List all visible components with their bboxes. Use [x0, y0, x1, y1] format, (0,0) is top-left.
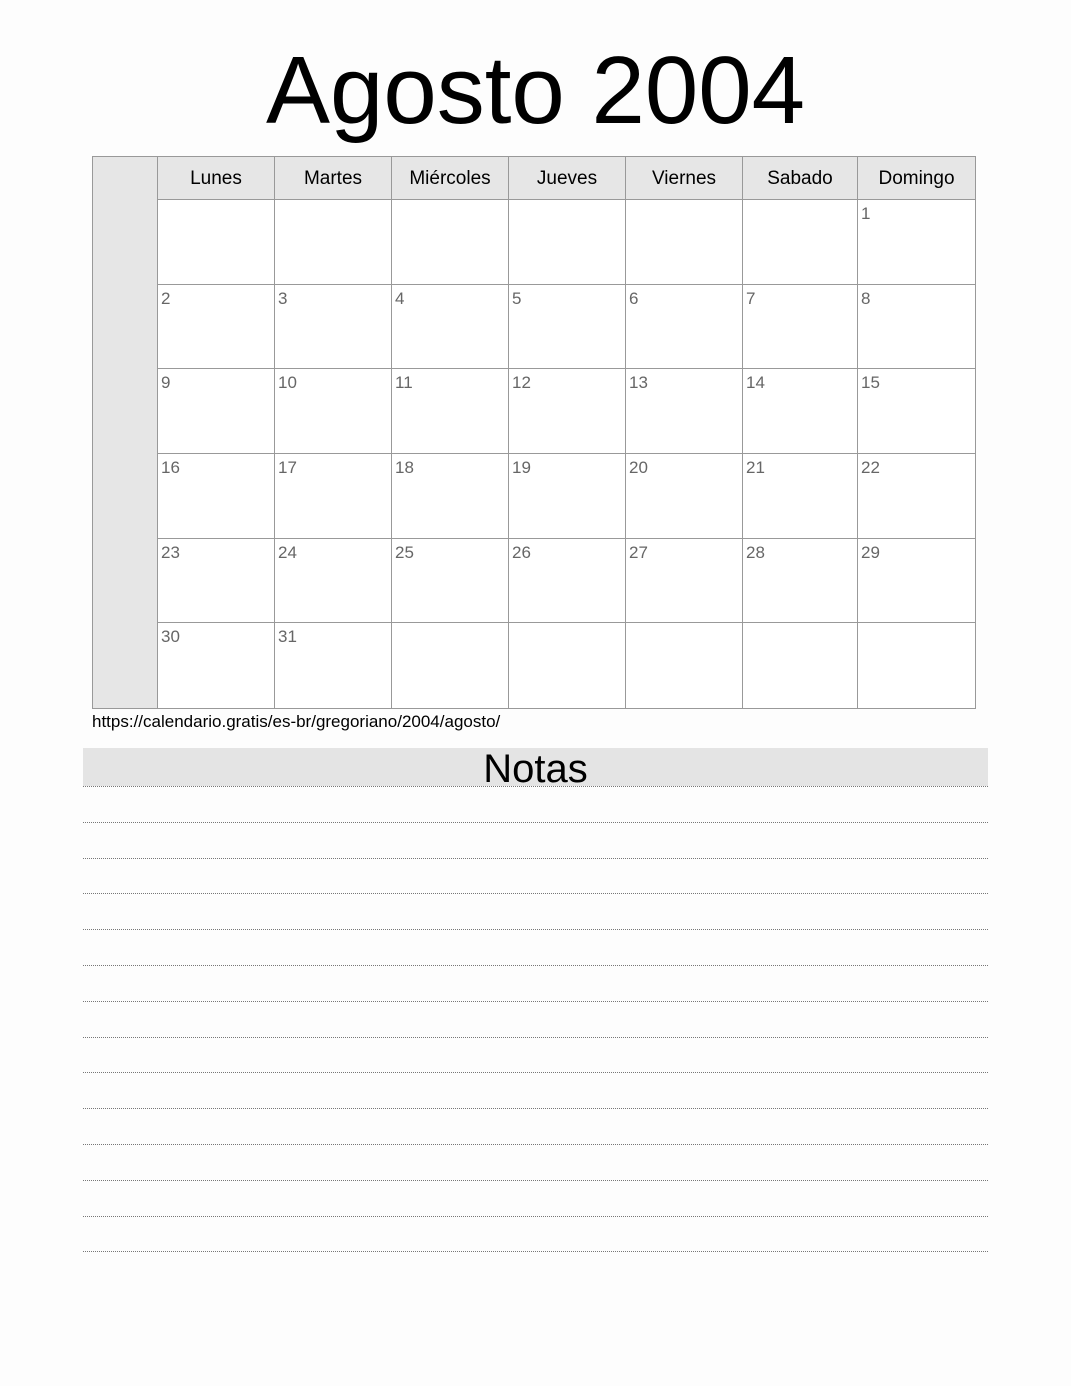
- day-cell: [158, 200, 275, 285]
- note-line: [83, 929, 988, 965]
- weekday-header: Lunes: [158, 157, 275, 200]
- day-cell: 21: [743, 454, 858, 539]
- day-cell: 20: [626, 454, 743, 539]
- day-cell: 5: [509, 285, 626, 370]
- note-line: [83, 1072, 988, 1108]
- weekday-header: Viernes: [626, 157, 743, 200]
- weekday-header: Martes: [275, 157, 392, 200]
- note-line: [83, 858, 988, 894]
- day-cell: 23: [158, 539, 275, 624]
- note-line: [83, 1108, 988, 1144]
- day-cell: 2: [158, 285, 275, 370]
- note-line: [83, 965, 988, 1001]
- day-cell: 31: [275, 623, 392, 708]
- week-number-column: [93, 157, 158, 708]
- day-cell: 10: [275, 369, 392, 454]
- note-line: [83, 822, 988, 858]
- day-cell: [743, 623, 858, 708]
- day-cell: 25: [392, 539, 509, 624]
- source-url: https://calendario.gratis/es-br/gregoriano/2004/agosto/: [92, 712, 501, 731]
- calendar-grid: [158, 157, 975, 708]
- day-cell: 15: [858, 369, 975, 454]
- day-cell: 17: [275, 454, 392, 539]
- note-line: [83, 786, 988, 822]
- day-cell: [743, 200, 858, 285]
- day-cell: 27: [626, 539, 743, 624]
- day-cell: 12: [509, 369, 626, 454]
- day-cell: [509, 623, 626, 708]
- day-cell: 22: [858, 454, 975, 539]
- day-cell: 29: [858, 539, 975, 624]
- weekday-header: Jueves: [509, 157, 626, 200]
- day-cell: [275, 200, 392, 285]
- day-cell: [626, 200, 743, 285]
- note-line: [83, 1144, 988, 1180]
- weekday-header: Sabado: [743, 157, 858, 200]
- note-line: [83, 893, 988, 929]
- notes-lines: [83, 786, 988, 1252]
- day-cell: 7: [743, 285, 858, 370]
- note-line: [83, 1001, 988, 1037]
- note-line: [83, 1037, 988, 1073]
- day-cell: 8: [858, 285, 975, 370]
- day-cell: [392, 623, 509, 708]
- day-cell: 26: [509, 539, 626, 624]
- day-cell: 11: [392, 369, 509, 454]
- weekday-header: Domingo: [858, 157, 975, 200]
- day-cell: [509, 200, 626, 285]
- day-cell: [626, 623, 743, 708]
- day-cell: 24: [275, 539, 392, 624]
- page-title: Agosto 2004: [265, 37, 806, 144]
- day-cell: 6: [626, 285, 743, 370]
- day-cell: 19: [509, 454, 626, 539]
- calendar-table: [92, 156, 976, 709]
- weekday-header: Miércoles: [392, 157, 509, 200]
- day-cell: [858, 623, 975, 708]
- day-cell: 16: [158, 454, 275, 539]
- day-cell: 13: [626, 369, 743, 454]
- day-cell: 30: [158, 623, 275, 708]
- note-line: [83, 1180, 988, 1216]
- notes-title: Notas: [83, 748, 988, 786]
- day-cell: 28: [743, 539, 858, 624]
- day-cell: 3: [275, 285, 392, 370]
- day-cell: [392, 200, 509, 285]
- day-cell: 14: [743, 369, 858, 454]
- day-cell: 1: [858, 200, 975, 285]
- day-cell: 18: [392, 454, 509, 539]
- day-cell: 4: [392, 285, 509, 370]
- day-cell: 9: [158, 369, 275, 454]
- note-line: [83, 1216, 988, 1252]
- note-line: [83, 1251, 988, 1252]
